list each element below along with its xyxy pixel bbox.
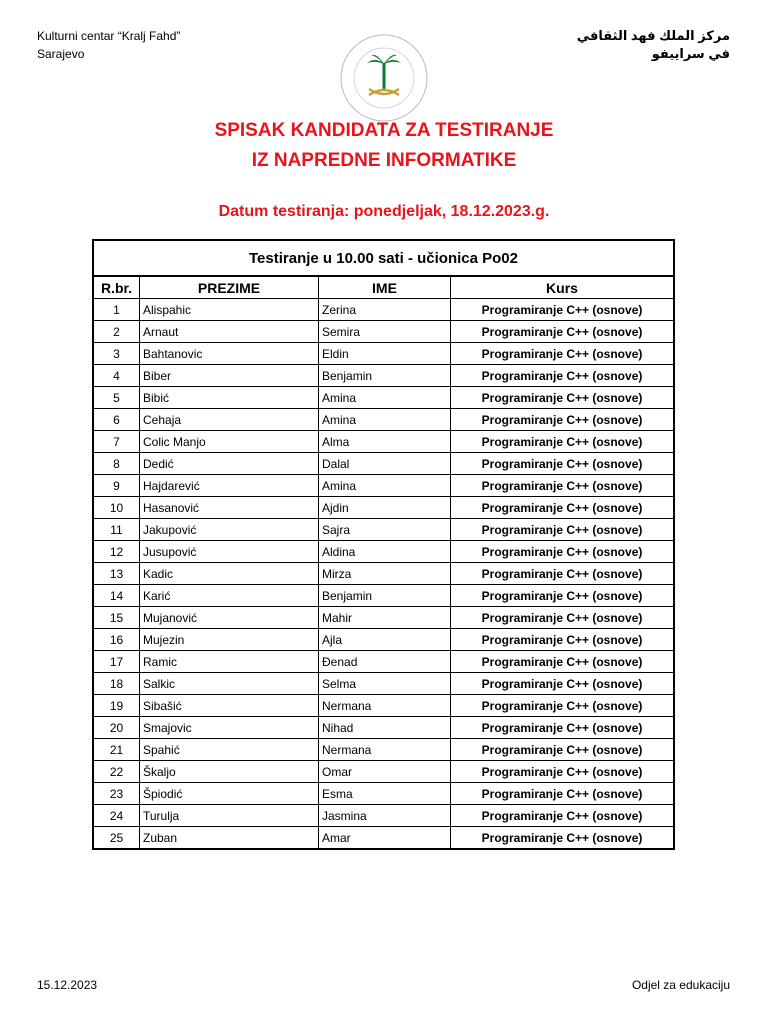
row-kurs: Programiranje C++ (osnove) — [451, 321, 675, 343]
row-kurs: Programiranje C++ (osnove) — [451, 497, 675, 519]
row-ime: Amar — [319, 827, 451, 850]
table-row — [93, 673, 674, 695]
table-row — [93, 695, 674, 717]
table-row — [93, 717, 674, 739]
row-ime: Benjamin — [319, 365, 451, 387]
row-prezime: Špiodić — [140, 783, 319, 805]
table-caption: Testiranje u 10.00 sati - učionica Po02 — [93, 240, 674, 276]
row-kurs: Programiranje C++ (osnove) — [451, 541, 675, 563]
row-number: 17 — [93, 651, 140, 673]
row-kurs: Programiranje C++ (osnove) — [451, 629, 675, 651]
table-row — [93, 321, 674, 343]
col-header-rbr: R.br. — [93, 276, 140, 299]
row-ime: Amina — [319, 475, 451, 497]
row-ime: Benjamin — [319, 585, 451, 607]
row-prezime: Ramic — [140, 651, 319, 673]
arabic-org-name-block — [577, 27, 730, 63]
row-prezime: Sibašić — [140, 695, 319, 717]
table-row — [93, 607, 674, 629]
table-row — [93, 563, 674, 585]
table-row — [93, 387, 674, 409]
table-row — [93, 783, 674, 805]
table-row — [93, 541, 674, 563]
row-kurs: Programiranje C++ (osnove) — [451, 343, 675, 365]
row-kurs: Programiranje C++ (osnove) — [451, 695, 675, 717]
row-kurs: Programiranje C++ (osnove) — [451, 761, 675, 783]
row-kurs: Programiranje C++ (osnove) — [451, 651, 675, 673]
row-ime: Selma — [319, 673, 451, 695]
row-kurs: Programiranje C++ (osnove) — [451, 431, 675, 453]
row-ime: Esma — [319, 783, 451, 805]
col-header-prezime: PREZIME — [140, 276, 319, 299]
table-row — [93, 585, 674, 607]
row-number: 4 — [93, 365, 140, 387]
table-row — [93, 431, 674, 453]
row-kurs: Programiranje C++ (osnove) — [451, 783, 675, 805]
row-prezime: Bahtanovic — [140, 343, 319, 365]
row-prezime: Alispahic — [140, 299, 319, 321]
row-number: 16 — [93, 629, 140, 651]
row-ime: Dalal — [319, 453, 451, 475]
row-number: 23 — [93, 783, 140, 805]
table-body — [93, 299, 674, 850]
row-number: 19 — [93, 695, 140, 717]
footer-date: 15.12.2023 — [37, 978, 98, 992]
row-ime: Alma — [319, 431, 451, 453]
row-ime: Nihad — [319, 717, 451, 739]
row-kurs: Programiranje C++ (osnove) — [451, 453, 675, 475]
document-title-line2: IZ NAPREDNE INFORMATIKE — [251, 150, 517, 171]
row-ime: Amina — [319, 409, 451, 431]
row-number: 2 — [93, 321, 140, 343]
row-number: 25 — [93, 827, 140, 850]
org-name-line2: Sarajevo — [37, 47, 85, 61]
row-kurs: Programiranje C++ (osnove) — [451, 409, 675, 431]
row-prezime: Zuban — [140, 827, 319, 850]
table-row — [93, 651, 674, 673]
row-ime: Zerina — [319, 299, 451, 321]
row-ime: Jasmina — [319, 805, 451, 827]
footer-department: Odjel za edukaciju — [631, 978, 730, 992]
row-number: 6 — [93, 409, 140, 431]
row-prezime: Hajdarević — [140, 475, 319, 497]
row-number: 20 — [93, 717, 140, 739]
table-row — [93, 365, 674, 387]
row-prezime: Colic Manjo — [140, 431, 319, 453]
table-row — [93, 761, 674, 783]
row-ime: Ajdin — [319, 497, 451, 519]
row-ime: Amina — [319, 387, 451, 409]
row-prezime: Turulja — [140, 805, 319, 827]
row-prezime: Arnaut — [140, 321, 319, 343]
row-prezime: Hasanović — [140, 497, 319, 519]
row-number: 24 — [93, 805, 140, 827]
row-ime: Mahir — [319, 607, 451, 629]
row-ime: Sajra — [319, 519, 451, 541]
center-logo — [339, 33, 429, 123]
table-caption-row — [93, 240, 674, 276]
row-prezime: Mujanović — [140, 607, 319, 629]
row-number: 1 — [93, 299, 140, 321]
col-header-ime: IME — [319, 276, 451, 299]
row-number: 13 — [93, 563, 140, 585]
row-kurs: Programiranje C++ (osnove) — [451, 299, 675, 321]
row-prezime: Spahić — [140, 739, 319, 761]
row-kurs: Programiranje C++ (osnove) — [451, 607, 675, 629]
table-row — [93, 343, 674, 365]
arabic-org-line1: مركز الملك فهد الثقافي — [576, 28, 730, 43]
row-kurs: Programiranje C++ (osnove) — [451, 365, 675, 387]
org-name-block — [37, 27, 180, 63]
table-header-row — [93, 276, 674, 299]
row-prezime: Dedić — [140, 453, 319, 475]
row-prezime: Jakupović — [140, 519, 319, 541]
row-kurs: Programiranje C++ (osnove) — [451, 563, 675, 585]
row-kurs: Programiranje C++ (osnove) — [451, 387, 675, 409]
row-kurs: Programiranje C++ (osnove) — [451, 827, 675, 850]
row-ime: Omar — [319, 761, 451, 783]
row-number: 18 — [93, 673, 140, 695]
row-kurs: Programiranje C++ (osnove) — [451, 585, 675, 607]
table-row — [93, 497, 674, 519]
table-row — [93, 805, 674, 827]
table-row — [93, 827, 674, 850]
row-kurs: Programiranje C++ (osnove) — [451, 673, 675, 695]
table-row — [93, 519, 674, 541]
row-number: 8 — [93, 453, 140, 475]
row-number: 15 — [93, 607, 140, 629]
row-prezime: Škaljo — [140, 761, 319, 783]
arabic-org-line2: في سراييفو — [651, 46, 730, 61]
table-row — [93, 629, 674, 651]
row-number: 3 — [93, 343, 140, 365]
row-number: 22 — [93, 761, 140, 783]
row-ime: Đenad — [319, 651, 451, 673]
table-row — [93, 453, 674, 475]
candidates-table — [92, 239, 675, 850]
row-prezime: Cehaja — [140, 409, 319, 431]
table-row — [93, 409, 674, 431]
row-number: 11 — [93, 519, 140, 541]
row-prezime: Salkic — [140, 673, 319, 695]
row-prezime: Jusupović — [140, 541, 319, 563]
row-number: 9 — [93, 475, 140, 497]
table-row — [93, 739, 674, 761]
table-row — [93, 475, 674, 497]
org-name-line1: Kulturni centar “Kralj Fahd” — [37, 29, 181, 43]
palm-and-swords-seal-icon — [339, 33, 429, 123]
document-title-line1: SPISAK KANDIDATA ZA TESTIRANJE — [214, 120, 554, 141]
row-number: 12 — [93, 541, 140, 563]
row-number: 5 — [93, 387, 140, 409]
row-kurs: Programiranje C++ (osnove) — [451, 717, 675, 739]
row-ime: Aldina — [319, 541, 451, 563]
table-row — [93, 299, 674, 321]
row-ime: Semira — [319, 321, 451, 343]
row-number: 21 — [93, 739, 140, 761]
row-ime: Eldin — [319, 343, 451, 365]
row-prezime: Smajovic — [140, 717, 319, 739]
testing-date: Datum testiranja: ponedjeljak, 18.12.2023.g. — [218, 203, 550, 220]
row-ime: Nermana — [319, 695, 451, 717]
row-number: 10 — [93, 497, 140, 519]
row-kurs: Programiranje C++ (osnove) — [451, 475, 675, 497]
row-number: 7 — [93, 431, 140, 453]
row-prezime: Bibić — [140, 387, 319, 409]
row-number: 14 — [93, 585, 140, 607]
row-kurs: Programiranje C++ (osnove) — [451, 519, 675, 541]
row-prezime: Biber — [140, 365, 319, 387]
row-ime: Nermana — [319, 739, 451, 761]
col-header-kurs: Kurs — [451, 276, 675, 299]
row-kurs: Programiranje C++ (osnove) — [451, 739, 675, 761]
row-ime: Ajla — [319, 629, 451, 651]
row-ime: Mirza — [319, 563, 451, 585]
row-kurs: Programiranje C++ (osnove) — [451, 805, 675, 827]
row-prezime: Kadic — [140, 563, 319, 585]
row-prezime: Karić — [140, 585, 319, 607]
row-prezime: Mujezin — [140, 629, 319, 651]
